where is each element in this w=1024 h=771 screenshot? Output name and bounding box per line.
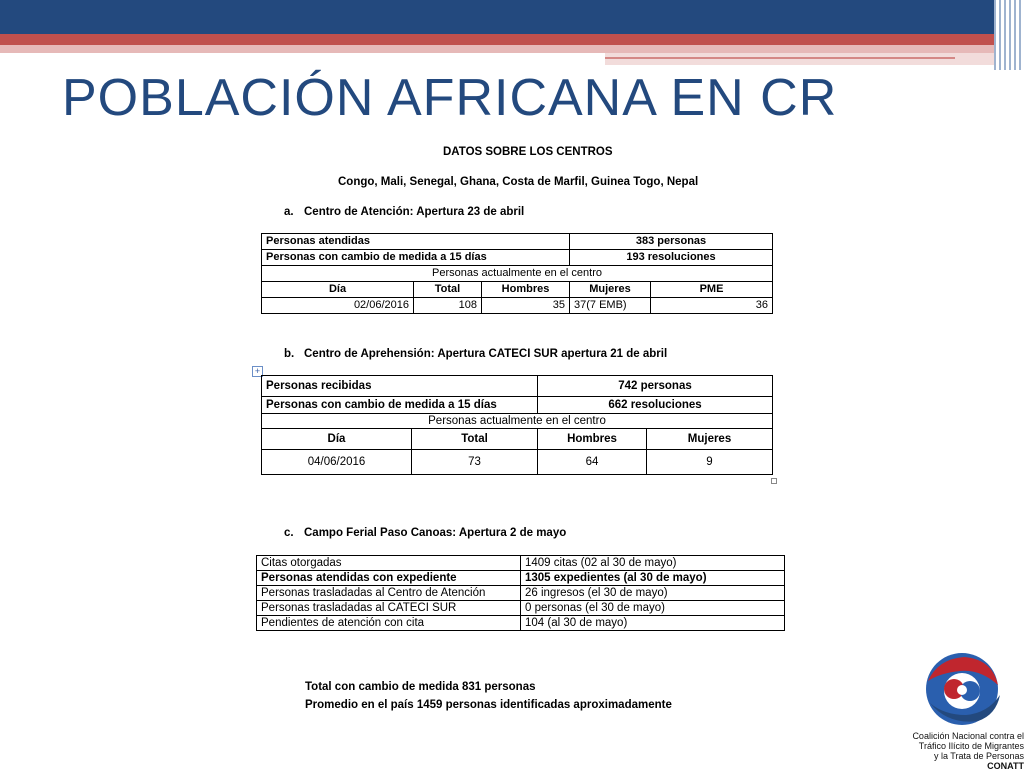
cell: 9 <box>647 450 773 475</box>
cell: 37(7 EMB) <box>570 298 651 314</box>
section-c-title: Campo Ferial Paso Canoas: Apertura 2 de mayo <box>304 527 567 539</box>
cell: Pendientes de atención con cita <box>257 616 521 631</box>
cell: 64 <box>538 450 647 475</box>
slide-title: POBLACIÓN AFRICANA EN CR <box>62 69 838 127</box>
section-a-table <box>261 233 773 314</box>
total-line: Total con cambio de medida 831 personas <box>305 681 536 693</box>
logo-caption-acronym: CONATT <box>987 761 1024 771</box>
logo-center-dot <box>957 685 967 695</box>
section-a-letter: a. <box>284 206 294 218</box>
change-label: Personas con cambio de medida a 15 días <box>262 397 538 414</box>
logo-caption-line: Coalición Nacional contra el <box>912 731 1024 741</box>
section-b-table <box>261 375 773 475</box>
table-row <box>262 250 773 266</box>
table-row <box>262 450 773 475</box>
table-row <box>257 586 785 601</box>
countries-line: Congo, Mali, Senegal, Ghana, Costa de Marfil, Guinea Togo, Nepal <box>338 176 699 188</box>
section-a-title: Centro de Atención: Apertura 23 de abril <box>304 206 525 218</box>
cell: Personas trasladadas al CATECI SUR <box>257 601 521 616</box>
conatt-logo <box>918 651 1002 729</box>
logo-caption-line: Tráfico Ilícito de Migrantes <box>918 741 1024 751</box>
table-row <box>257 616 785 631</box>
cell: 1305 expedientes (al 30 de mayo) <box>521 571 785 586</box>
change-value: 662 resoluciones <box>538 397 773 414</box>
table-row <box>262 376 773 397</box>
doc-heading: DATOS SOBRE LOS CENTROS <box>443 146 613 158</box>
cell: 1409 citas (02 al 30 de mayo) <box>521 556 785 571</box>
section-c-heading <box>284 527 566 539</box>
col-header: Total <box>412 429 538 450</box>
received-label: Personas recibidas <box>262 376 538 397</box>
cell: Personas atendidas con expediente <box>257 571 521 586</box>
table-row <box>262 397 773 414</box>
cell: Citas otorgadas <box>257 556 521 571</box>
cell: 73 <box>412 450 538 475</box>
col-header: Mujeres <box>647 429 773 450</box>
table-row <box>262 234 773 250</box>
cell: 04/06/2016 <box>262 450 412 475</box>
table-row <box>257 601 785 616</box>
table-header-row <box>262 429 773 450</box>
cell: 26 ingresos (el 30 de mayo) <box>521 586 785 601</box>
cell: 108 <box>414 298 482 314</box>
col-header: Hombres <box>538 429 647 450</box>
table-row <box>257 571 785 586</box>
received-value: 742 personas <box>538 376 773 397</box>
col-header: Día <box>262 429 412 450</box>
attended-label: Personas atendidas <box>262 234 570 250</box>
table-row <box>262 298 773 314</box>
cell: 02/06/2016 <box>262 298 414 314</box>
average-line: Promedio en el país 1459 personas identificadas aproximadamente <box>305 699 672 711</box>
cell: Personas trasladadas al Centro de Atención <box>257 586 521 601</box>
table-move-handle-icon[interactable]: + <box>252 366 263 377</box>
section-c-table <box>256 555 785 631</box>
section-b-letter: b. <box>284 348 295 360</box>
change-value: 193 resoluciones <box>570 250 773 266</box>
section-c-letter: c. <box>284 527 294 539</box>
section-a-heading <box>284 206 524 218</box>
cell: 35 <box>482 298 570 314</box>
col-header: Hombres <box>482 282 570 298</box>
table-header-row <box>262 282 773 298</box>
col-header: Mujeres <box>570 282 651 298</box>
cell: 0 personas (el 30 de mayo) <box>521 601 785 616</box>
logo-caption-line: y la Trata de Personas <box>933 751 1024 761</box>
section-b-heading <box>284 348 667 360</box>
table-row <box>257 556 785 571</box>
table-row <box>262 414 773 429</box>
col-header: Día <box>262 282 414 298</box>
logo-caption <box>904 731 1024 771</box>
cell: 36 <box>651 298 773 314</box>
table-resize-handle[interactable] <box>771 478 777 484</box>
col-header: Total <box>414 282 482 298</box>
section-b-title: Centro de Aprehensión: Apertura CATECI SUR apertura 21 de abril <box>304 348 668 360</box>
table-row <box>262 266 773 282</box>
cell: 104 (al 30 de mayo) <box>521 616 785 631</box>
change-label: Personas con cambio de medida a 15 días <box>262 250 570 266</box>
current-label: Personas actualmente en el centro <box>262 266 773 282</box>
attended-value: 383 personas <box>570 234 773 250</box>
col-header: PME <box>651 282 773 298</box>
current-label: Personas actualmente en el centro <box>262 414 773 429</box>
